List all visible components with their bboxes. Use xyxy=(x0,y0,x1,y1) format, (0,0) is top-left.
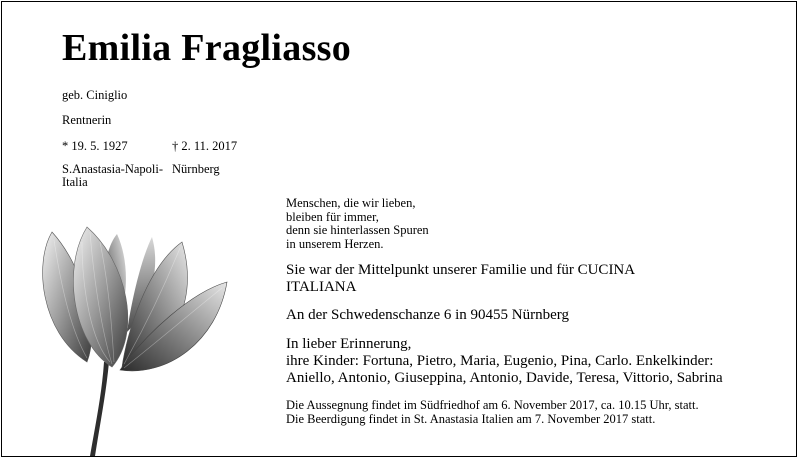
death-place: Nürnberg xyxy=(172,162,220,176)
lotus-flower-image xyxy=(32,212,252,456)
tribute-line: ITALIANA xyxy=(286,279,357,295)
deceased-name: Emilia Fragliasso xyxy=(62,27,352,69)
memory-line: ihre Kinder: Fortuna, Pietro, Maria, Eugenio, Pina, Carlo. Enkelkinder: xyxy=(286,353,714,369)
memory-line: In lieber Erinnerung, xyxy=(286,336,412,352)
poem-line: denn sie hinterlassen Spuren xyxy=(286,223,429,237)
poem-line: in unserem Herzen. xyxy=(286,236,384,251)
service-line: Die Aussegnung findet im Südfriedhof am 6. November 2017, ca. 10.15 Uhr, statt. xyxy=(286,398,699,412)
birth-place xyxy=(62,163,163,189)
birth-place-line1: S.Anastasia-Napoli- xyxy=(62,162,164,176)
birth-date: * 19. 5. 1927 xyxy=(62,139,128,153)
poem xyxy=(286,197,429,251)
memory-block xyxy=(286,336,723,387)
memory-line: Aniello, Antonio, Giuseppina, Antonio, Davide, Teresa, Vittorio, Sabrina xyxy=(286,370,723,386)
poem-line: bleiben für immer, xyxy=(286,209,379,224)
birth-place-line2: Italia xyxy=(62,175,88,189)
address: An der Schwedenschanze 6 in 90455 Nürnberg xyxy=(286,307,569,323)
poem-line: Menschen, die wir lieben, xyxy=(286,196,416,210)
service-line: Die Beerdigung findet in St. Anastasia Italien am 7. November 2017 statt. xyxy=(286,411,656,426)
death-date: † 2. 11. 2017 xyxy=(172,139,238,153)
tribute-line: Sie war der Mittelpunkt unserer Familie und für CUCINA xyxy=(286,262,636,278)
maiden-name: geb. Ciniglio xyxy=(62,88,128,102)
obituary-card xyxy=(1,1,797,457)
occupation: Rentnerin xyxy=(62,113,112,127)
tribute xyxy=(286,262,635,296)
service-info xyxy=(286,399,699,426)
